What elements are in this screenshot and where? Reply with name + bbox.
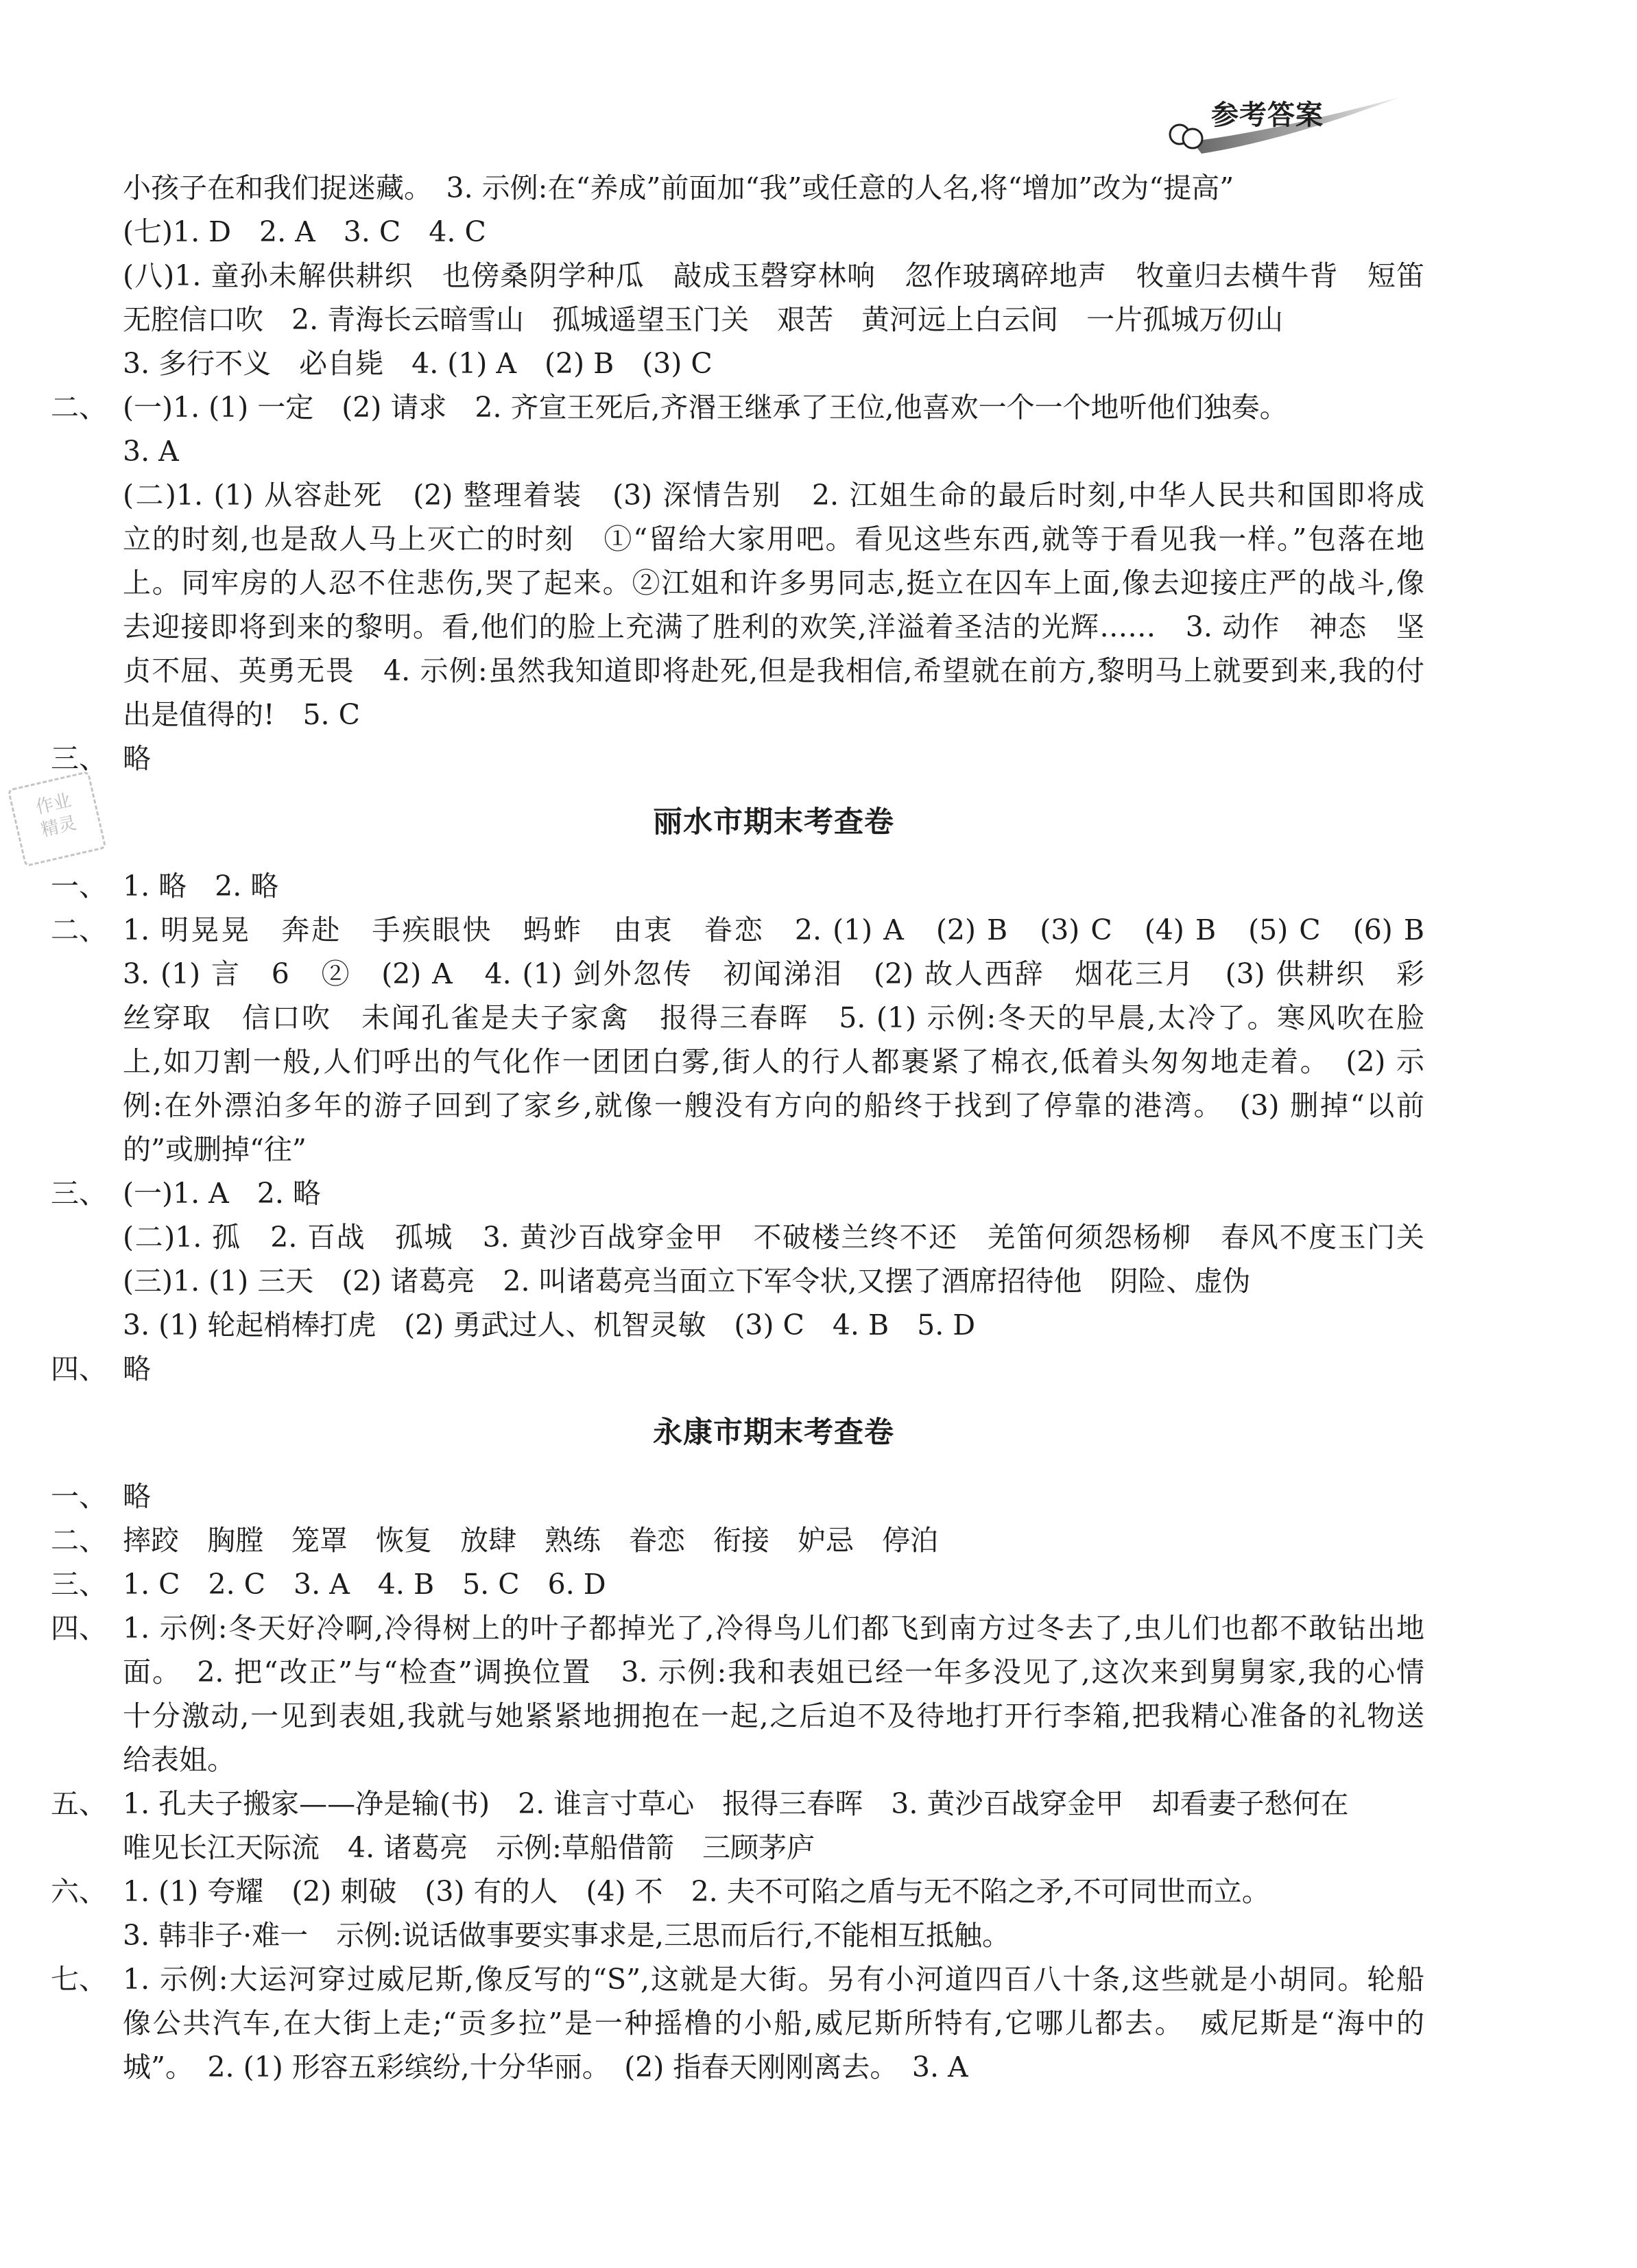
answer-text: 上。同牢房的人忍不住悲伤,哭了起来。②江姐和许多男同志,挺立在囚车上面,像去迎接庄严的战斗,像 (123, 566, 1424, 599)
answer-line (51, 166, 1424, 210)
answer-text: 上,如刀割一般,人们呼出的气化作一团团白雾,街人的行人都裹紧了棉衣,低着头匆匆地走着。 (2) 示 (123, 1045, 1424, 1078)
answer-text: 略 (123, 1480, 151, 1513)
answer-line (51, 385, 1424, 429)
answer-text: 去迎接即将到来的黎明。看,他们的脸上充满了胜利的欢笑,洋溢着圣洁的光辉…… 3. 动作 神态 坚 (123, 610, 1424, 643)
answer-line (51, 210, 1424, 254)
answer-line (51, 1347, 1424, 1391)
answer-text: 摔跤 胸膛 笼罩 恢复 放肆 熟练 眷恋 衔接 妒忌 停泊 (123, 1524, 938, 1557)
answer-line (51, 1606, 1424, 1650)
answer-text: 的”或删掉“往” (123, 1133, 307, 1166)
answer-text: 1. 明晃晃 奔赴 手疾眼快 蚂蚱 由衷 眷恋 2. (1) A (2) B (3) C (4) B (5) C (6) B (123, 914, 1424, 946)
answer-line (51, 561, 1424, 605)
answer-line (51, 429, 1424, 473)
answer-text: 1. C 2. C 3. A 4. B 5. C 6. D (123, 1568, 606, 1601)
answer-text: 1. (1) 夸耀 (2) 刺破 (3) 有的人 (4) 不 2. 夫不可陷之盾与无不陷之矛,不可同世而立。 (123, 1875, 1270, 1908)
exam-heading: 永康市期末考查卷 (653, 1416, 894, 1450)
answer-text: 例:在外漂泊多年的游子回到了家乡,就像一艘没有方向的船终于找到了停靠的港湾。 (3) 删掉“以前 (123, 1089, 1424, 1122)
answer-text: 略 (123, 742, 151, 775)
answer-text: 3. 韩非子·难一 示例:说话做事要实事求是,三思而后行,不能相互抵触。 (123, 1919, 1011, 1952)
answer-line (51, 908, 1424, 952)
answer-line (51, 1826, 1424, 1870)
answer-line (51, 1650, 1424, 1694)
answer-text: (七)1. D 2. A 3. C 4. C (123, 215, 486, 248)
answer-text: 唯见长江天际流 4. 诸葛亮 示例:草船借箭 三顾茅庐 (123, 1831, 815, 1864)
answer-text: 出是值得的! 5. C (123, 698, 360, 731)
answer-line (51, 605, 1424, 649)
answer-line (51, 1127, 1424, 1171)
answer-text: 面。 2. 把“改正”与“检查”调换位置 3. 示例:我和表姐已经一年多没见了,这次来到舅舅家,我的心情 (123, 1656, 1424, 1688)
section-number: 二、 (51, 391, 107, 424)
stamp-text: 精灵 (38, 813, 79, 841)
answer-line (51, 2001, 1424, 2045)
answer-text: (一)1. (1) 一定 (2) 请求 2. 齐宣王死后,齐湣王继承了王位,他喜欢一个一个地听他们独奏。 (123, 391, 1288, 424)
answer-line (51, 1957, 1424, 2001)
answer-line (51, 693, 1424, 737)
answer-line (51, 298, 1424, 342)
section-number: 四、 (51, 1352, 107, 1385)
answer-line (51, 649, 1424, 693)
answer-line (51, 1303, 1424, 1347)
page-header-title: 参考答案 (1211, 99, 1324, 131)
answer-content (51, 166, 1424, 2089)
answer-line (51, 1870, 1424, 1913)
answer-text: 无腔信口吹 2. 青海长云暗雪山 孤城遥望玉门关 艰苦 黄河远上白云间 一片孤城万仞山 (123, 303, 1284, 336)
answer-line (51, 1084, 1424, 1127)
answer-text: (三)1. (1) 三天 (2) 诸葛亮 2. 叫诸葛亮当面立下军令状,又摆了酒席招待他 阴险、虚伪 (123, 1265, 1251, 1298)
answer-text: 1. 孔夫子搬家——净是输(书) 2. 谁言寸草心 报得三春晖 3. 黄沙百战穿金甲 却看妻子愁何在 (123, 1787, 1349, 1820)
section-number: 七、 (51, 1963, 107, 1996)
answer-line (51, 1475, 1424, 1518)
stamp-text: 作业 (34, 790, 73, 819)
answer-line (51, 1913, 1424, 1957)
answer-text: 3. A (123, 435, 179, 468)
answer-line (51, 1040, 1424, 1084)
section-number: 二、 (51, 1524, 107, 1557)
answer-text: 1. 示例:冬天好冷啊,冷得树上的叶子都掉光了,冷得鸟儿们都飞到南方过冬去了,虫儿们也都不敢钻出地 (123, 1612, 1424, 1645)
answer-text: (八)1. 童孙未解供耕织 也傍桑阴学种瓜 敲成玉磬穿林响 忽作玻璃碎地声 牧童归去横牛背 短笛 (123, 259, 1424, 292)
section-number: 一、 (51, 870, 107, 903)
answer-text: 1. 示例:大运河穿过威尼斯,像反写的“S”,这就是大街。另有小河道四百八十条,这些就是小胡同。轮船 (123, 1963, 1424, 1996)
answer-line (51, 864, 1424, 908)
answer-text: 十分激动,一见到表姐,我就与她紧紧地拥抱在一起,之后迫不及待地打开行李箱,把我精心准备的礼物送 (123, 1699, 1424, 1732)
answer-text: (一)1. A 2. 略 (123, 1177, 321, 1210)
answer-line (51, 1259, 1424, 1303)
answer-text: 1. 略 2. 略 (123, 870, 279, 903)
exam-heading: 丽水市期末考查卷 (653, 805, 894, 839)
section-number: 四、 (51, 1612, 107, 1645)
section-number: 三、 (51, 742, 107, 775)
circles-icon (1170, 125, 1202, 148)
section-number: 三、 (51, 1568, 107, 1601)
answer-line (51, 1171, 1424, 1215)
answer-text: (二)1. (1) 从容赴死 (2) 整理着装 (3) 深情告别 2. 江姐生命的最后时刻,中华人民共和国即将成 (123, 479, 1424, 512)
answer-line (51, 1694, 1424, 1738)
answer-line (51, 1738, 1424, 1782)
answer-line (51, 2045, 1424, 2089)
answer-line (51, 1562, 1424, 1606)
answer-text: 给表姐。 (123, 1743, 235, 1776)
answer-line (51, 517, 1424, 561)
answer-text: 贞不屈、英勇无畏 4. 示例:虽然我知道即将赴死,但是我相信,希望就在前方,黎明马上就要到来,我的付 (123, 654, 1424, 687)
answer-text: 丝穿取 信口吹 未闻孔雀是夫子家禽 报得三春晖 5. (1) 示例:冬天的早晨,太冷了。寒风吹在脸 (123, 1001, 1424, 1034)
answer-text: 小孩子在和我们捉迷藏。 3. 示例:在“养成”前面加“我”或任意的人名,将“增加”改为“提高” (123, 171, 1234, 204)
section-number: 一、 (51, 1480, 107, 1513)
answer-text: 立的时刻,也是敌人马上灭亡的时刻 ①“留给大家用吧。看见这些东西,就等于看见我一样。”包落在地 (123, 523, 1424, 556)
answer-line (51, 737, 1424, 780)
section-number: 五、 (51, 1787, 107, 1820)
answer-line (51, 996, 1424, 1040)
answer-line (51, 342, 1424, 385)
answer-text: 略 (123, 1352, 151, 1385)
answer-line (51, 1518, 1424, 1562)
answer-text: (二)1. 孤 2. 百战 孤城 3. 黄沙百战穿金甲 不破楼兰终不还 羌笛何须怨杨柳 春风不度玉门关 (123, 1221, 1424, 1254)
section-number: 二、 (51, 914, 107, 946)
answer-line (51, 254, 1424, 298)
answer-line (51, 1782, 1424, 1826)
answer-text: 像公共汽车,在大街上走;“贡多拉”是一种摇橹的小船,威尼斯所特有,它哪儿都去。 威尼斯是“海中的 (123, 2007, 1424, 2040)
answer-line (51, 473, 1424, 517)
section-number: 三、 (51, 1177, 107, 1210)
answer-text: 城”。 2. (1) 形容五彩缤纷,十分华丽。 (2) 指春天刚刚离去。 3. A (123, 2051, 968, 2084)
answer-text: 3. 多行不义 必自毙 4. (1) A (2) B (3) C (123, 347, 713, 380)
answer-line (51, 952, 1424, 996)
answer-text: 3. (1) 轮起梢棒打虎 (2) 勇武过人、机智灵敏 (3) C 4. B 5. D (123, 1309, 976, 1341)
answer-text: 3. (1) 言 6 ② (2) A 4. (1) 剑外忽传 初闻涕泪 (2) 故人西辞 烟花三月 (3) 供耕织 彩 (123, 957, 1424, 990)
answer-line (51, 1215, 1424, 1259)
section-number: 六、 (51, 1875, 107, 1908)
